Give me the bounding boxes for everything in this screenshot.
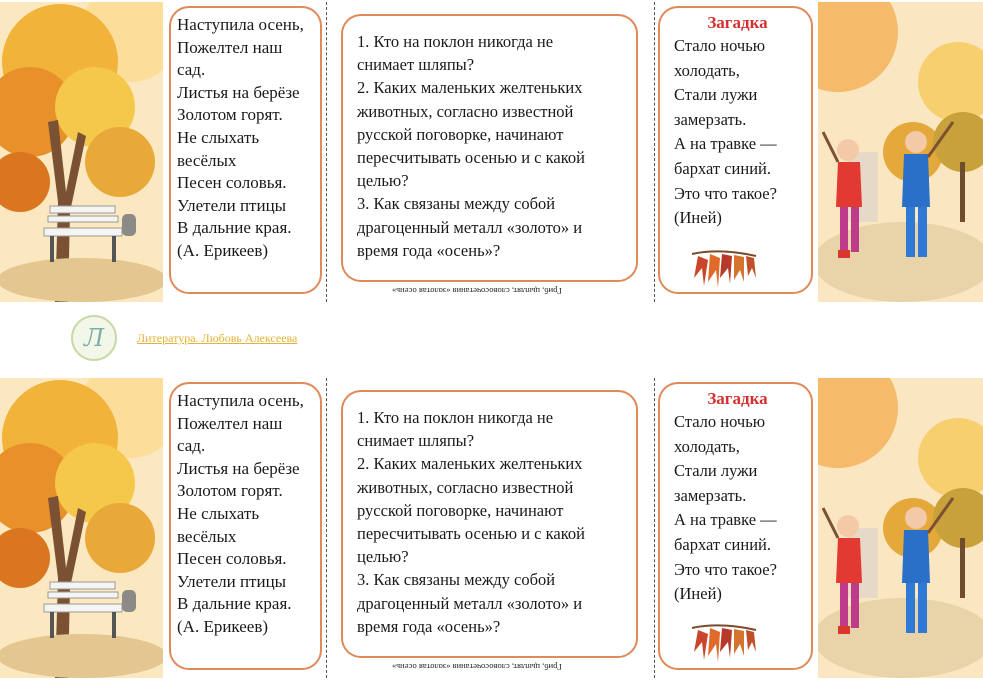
autumn-leaves-icon bbox=[690, 248, 760, 290]
answers-upside-down: Гриб, цыплят, словосочетания «золотая осень» bbox=[392, 286, 562, 296]
question-line: драгоценный металл «золото» и bbox=[357, 593, 583, 613]
riddle-line: холодать, bbox=[674, 436, 740, 456]
poem-line: Листья на берёзе bbox=[177, 82, 300, 102]
riddle-title: Загадка bbox=[707, 13, 768, 32]
question-line: животных, согласно известной bbox=[357, 101, 574, 121]
cut-line bbox=[326, 2, 327, 302]
riddle-line: замерзать. bbox=[674, 109, 747, 129]
question-line: животных, согласно известной bbox=[357, 477, 574, 497]
riddle-title: Загадка bbox=[707, 389, 768, 408]
site-logo bbox=[71, 315, 117, 361]
question-line: пересчитывать осенью и с какой bbox=[357, 148, 585, 168]
bookmark-strip-top bbox=[0, 2, 983, 302]
question-line: 2. Каких маленьких желтеньких bbox=[357, 454, 583, 474]
questions-card bbox=[341, 14, 638, 282]
riddle-line: А на травке — bbox=[674, 510, 777, 530]
poem-line: Песен соловья. bbox=[177, 173, 287, 193]
question-line: драгоценный металл «золото» и bbox=[357, 217, 583, 237]
question-line: 1. Кто на поклон никогда не bbox=[357, 32, 554, 51]
riddle-line: Это что такое? bbox=[674, 559, 777, 579]
cut-line bbox=[654, 378, 655, 678]
question-line: русской поговорке, начинают bbox=[357, 124, 564, 144]
question-line: 3. Как связаны между собой bbox=[357, 570, 556, 590]
riddle-line: замерзать. bbox=[674, 485, 747, 505]
poem-line: сад. bbox=[177, 60, 206, 80]
question-line: целью? bbox=[357, 171, 409, 191]
question-line: снимает шляпы? bbox=[357, 55, 475, 75]
riddle-answer: (Иней) bbox=[674, 584, 722, 604]
poem-line: Листья на берёзе bbox=[177, 458, 300, 478]
poem-line: Пожелтел наш bbox=[177, 37, 283, 57]
bookmark-strip-bottom bbox=[0, 378, 983, 678]
author-link[interactable]: Литература. Любовь Алексеева bbox=[137, 331, 298, 345]
riddle-line: Стало ночью bbox=[674, 412, 766, 431]
question-line: время года «осень»? bbox=[357, 616, 501, 636]
question-line: пересчитывать осенью и с какой bbox=[357, 524, 585, 544]
autumn-park-bench-image bbox=[0, 378, 163, 678]
poem-line: Не слыхать bbox=[177, 127, 260, 147]
logo-letter: Л bbox=[83, 324, 105, 352]
riddle-line: Стали лужи bbox=[674, 461, 758, 481]
riddle-card bbox=[658, 6, 813, 294]
autumn-leaves-icon bbox=[690, 622, 760, 664]
poem-author: (А. Ерикеев) bbox=[177, 240, 269, 260]
riddle-answer: (Иней) bbox=[674, 208, 722, 228]
riddle-card bbox=[658, 382, 813, 670]
answers-upside-down: Гриб, цыплят, словосочетания «золотая осень» bbox=[392, 662, 562, 672]
question-line: время года «осень»? bbox=[357, 240, 501, 260]
riddle-line: Стали лужи bbox=[674, 85, 758, 105]
poem-card bbox=[169, 6, 322, 294]
autumn-park-bench-image bbox=[0, 2, 163, 302]
cut-line bbox=[654, 2, 655, 302]
question-line: 1. Кто на поклон никогда не bbox=[357, 408, 554, 427]
poem-line: Не слыхать bbox=[177, 503, 260, 523]
question-line: целью? bbox=[357, 547, 409, 567]
poem-line: Улетели птицы bbox=[177, 571, 287, 591]
poem-card bbox=[169, 382, 322, 670]
question-line: 3. Как связаны между собой bbox=[357, 194, 556, 214]
children-playing-image bbox=[818, 378, 983, 678]
question-line: русской поговорке, начинают bbox=[357, 500, 564, 520]
poem-line: В дальние края. bbox=[177, 218, 292, 238]
poem-line: Улетели птицы bbox=[177, 195, 287, 215]
question-line: 2. Каких маленьких желтеньких bbox=[357, 78, 583, 98]
poem-line: В дальние края. bbox=[177, 594, 292, 614]
poem-line: Наступила осень, bbox=[177, 391, 304, 410]
cut-line bbox=[326, 378, 327, 678]
riddle-line: бархат синий. bbox=[674, 534, 772, 554]
poem-line: Песен соловья. bbox=[177, 549, 287, 569]
riddle-line: бархат синий. bbox=[674, 158, 772, 178]
riddle-line: Стало ночью bbox=[674, 36, 766, 55]
question-line: снимает шляпы? bbox=[357, 431, 475, 451]
questions-card bbox=[341, 390, 638, 658]
riddle-line: холодать, bbox=[674, 60, 740, 80]
riddle-line: А на травке — bbox=[674, 134, 777, 154]
poem-line: весёлых bbox=[177, 150, 237, 170]
poem-line: сад. bbox=[177, 436, 206, 456]
poem-line: весёлых bbox=[177, 526, 237, 546]
children-playing-image bbox=[818, 2, 983, 302]
poem-line: Золотом горят. bbox=[177, 105, 283, 125]
poem-line: Пожелтел наш bbox=[177, 413, 283, 433]
poem-line: Золотом горят. bbox=[177, 481, 283, 501]
riddle-line: Это что такое? bbox=[674, 183, 777, 203]
poem-author: (А. Ерикеев) bbox=[177, 616, 269, 636]
poem-line: Наступила осень, bbox=[177, 15, 304, 34]
